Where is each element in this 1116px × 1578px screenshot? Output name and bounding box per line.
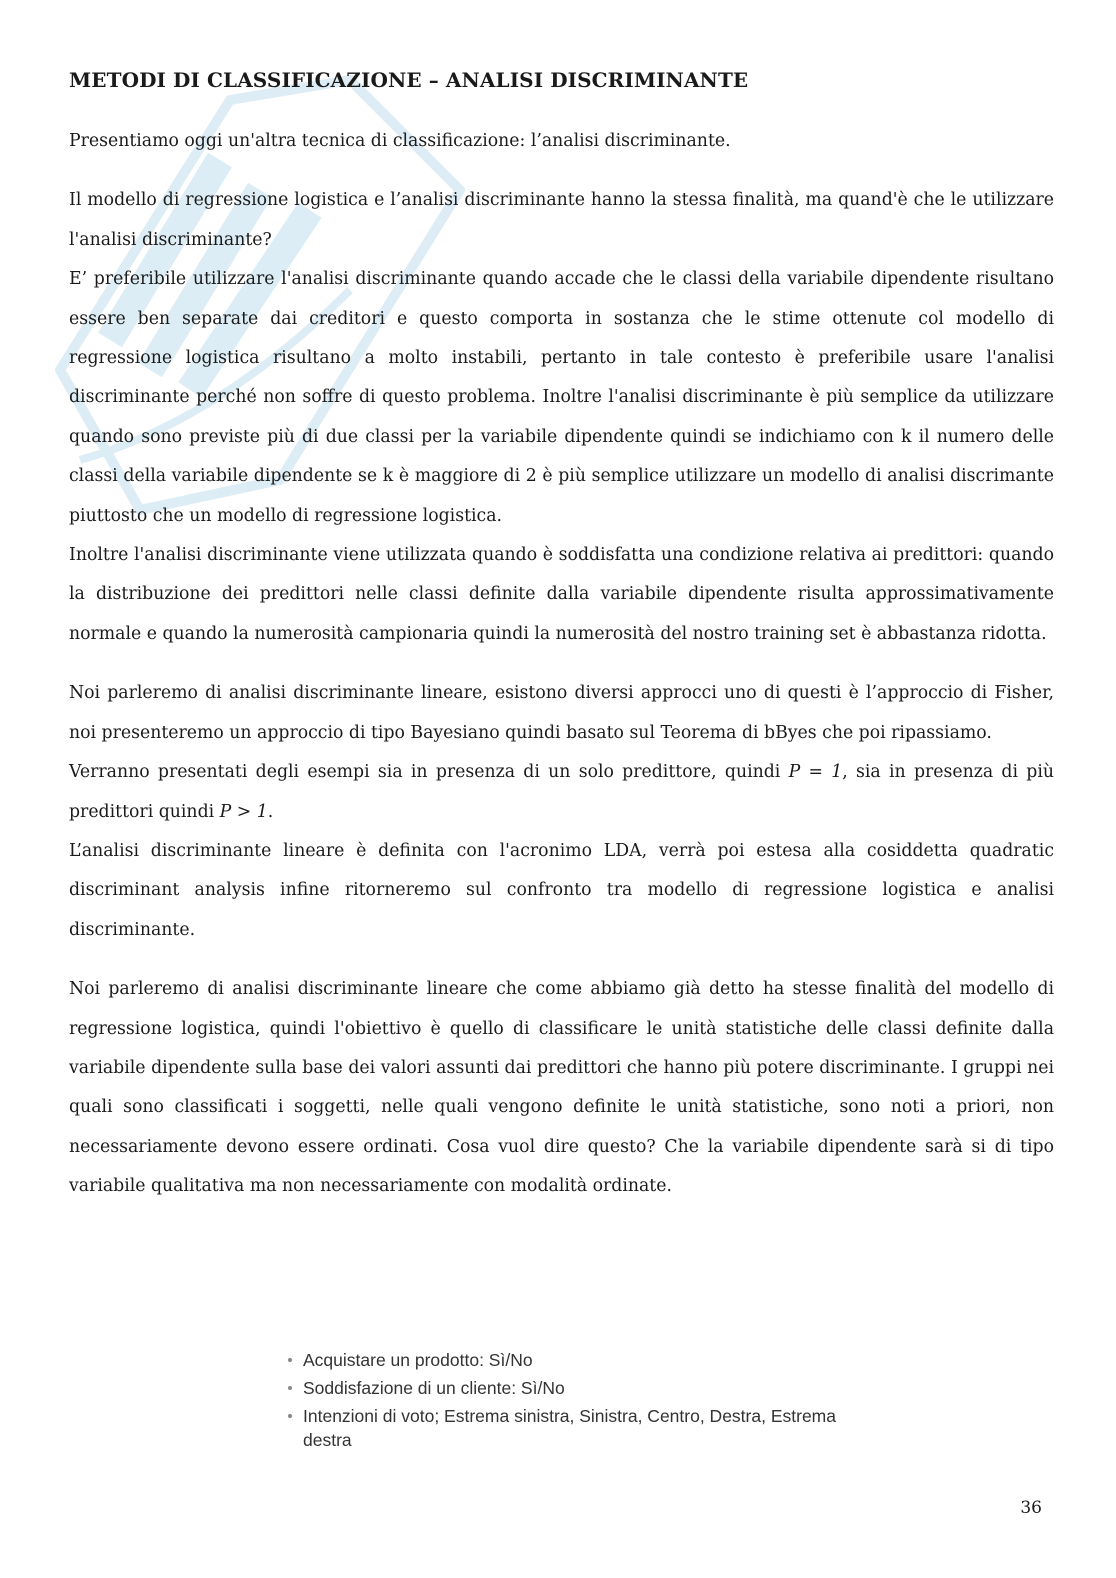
paragraph-text: Presentiamo oggi un'altra tecnica di classificazione: l’analisi discriminante.: [69, 131, 731, 151]
paragraph-text: Noi parleremo di analisi discriminante lineare che come abbiamo già detto ha stesse finalità del modello di regressione logistica, quindi l'obiettivo è quello di classificare le unità statistiche delle classi definite dalla variabile dipendente sulla base dei valori assunti dai predittori che hanno più potere discriminante. I gruppi nei quali sono classificati i soggetti, nelle quali vengono definite le unità statistiche, sono noti a priori, non necessariamente devono essere ordinati. Cosa vuol dire questo? Che la variabile dipendente sarà si di tipo variabile qualitativa ma non necessariamente con modalità ordinate.: [69, 979, 1054, 1197]
paragraph-text: E’ preferibile utilizzare l'analisi discriminante quando accade che le classi della variabile dipendente risultano essere ben separate dai creditori e questo comporta in sostanza che le stime ottenute col modello di regressione logistica risultano a molto instabili, pertanto in tale contesto è preferibile usare l'analisi discriminante perché non soffre di questo problema. Inoltre l'analisi discriminante è più semplice da utilizzare quando sono previste più di due classi per la variabile dipendente quindi se indichiamo con k il numero delle classi della variabile dipendente se k è maggiore di 2 è più semplice utilizzare un modello di analisi discrimante piuttosto che un modello di regressione logistica.: [69, 269, 1054, 526]
example-list: [288, 1348, 888, 1456]
paragraph-text: Il modello di regressione logistica e l’analisi discriminante hanno la stessa finalità, ma quand'è che le utilizzare l'analisi discriminante?: [69, 190, 1054, 250]
bullet-icon: [288, 1386, 292, 1390]
list-item: [288, 1348, 888, 1372]
sentence-part: .: [267, 801, 274, 822]
math-expression: P = 1: [788, 762, 843, 783]
paragraph-1: [69, 122, 1054, 161]
list-item-text: Soddisfazione di un cliente: Sì/No: [303, 1378, 565, 1398]
list-item: [288, 1376, 888, 1400]
math-expression: P > 1: [219, 801, 268, 822]
paragraph-3: [69, 674, 1054, 950]
sentence-part: Verranno presentati degli esempi sia in presenza di un solo predittore, quindi: [69, 762, 789, 783]
bullet-icon: [288, 1414, 292, 1418]
paragraph-2: [69, 181, 1054, 654]
predictors-sentence: [69, 753, 1054, 832]
paragraph-text: Noi parleremo di analisi discriminante lineare, esistono diversi approcci uno di questi è l’approccio di Fisher, noi presenteremo un approccio di tipo Bayesiano quindi basato sul Teorema di bByes che poi ripassiamo.: [69, 683, 1054, 743]
sentence-part: , sia in presenza di più predittori quindi: [69, 762, 1054, 822]
bullet-icon: [288, 1358, 292, 1362]
page-number: 36: [1020, 1498, 1042, 1518]
paragraph-text: L’analisi discriminante lineare è definita con l'acronimo LDA, verrà poi estesa alla cosiddetta quadratic discriminant analysis infine ritorneremo sul confronto tra modello di regressione logistica e analisi discriminante.: [69, 840, 1054, 940]
paragraph-text: Inoltre l'analisi discriminante viene utilizzata quando è soddisfatta una condizione relativa ai predittori: quando la distribuzione dei predittori nelle classi definite dalla variabile dipendente risulta approssimativamente normale e quando la numerosità campionaria quindi la numerosità del nostro training set è abbastanza ridotta.: [69, 545, 1054, 644]
list-item-text: Intenzioni di voto; Estrema sinistra, Sinistra, Centro, Destra, Estrema destra: [303, 1406, 836, 1450]
page-title: METODI DI CLASSIFICAZIONE – ANALISI DISCRIMINANTE: [69, 68, 749, 92]
paragraph-4: [69, 970, 1054, 1206]
list-item-text: Acquistare un prodotto: Sì/No: [303, 1350, 533, 1370]
document-body: [69, 64, 1054, 1227]
list-item: [288, 1404, 888, 1452]
